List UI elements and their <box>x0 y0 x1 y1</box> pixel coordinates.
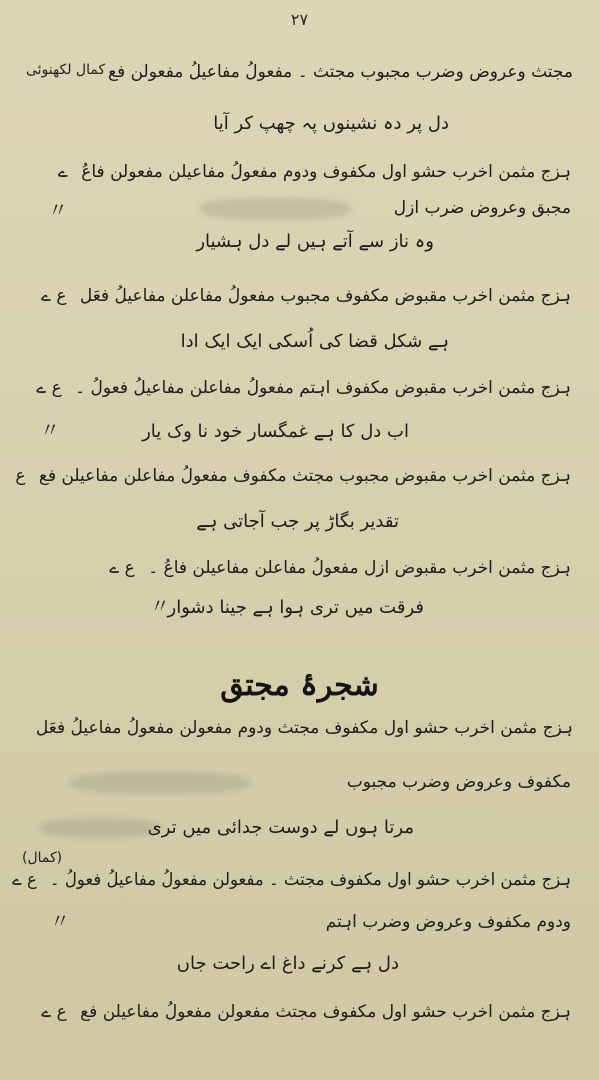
margin-note: (کمال) <box>22 850 63 866</box>
line-text: ہزج مثمن اخرب مقبوض مکفوف مجبوب مفعولُ مفاعلن مفاعیلُ فعَل <box>79 286 571 306</box>
text-line <box>108 60 573 84</box>
line-text: دل پر دہ نشینوں پہ چھپ کر آیا <box>213 113 449 134</box>
line-text: ہزج مثمن اخرب حشو اول مکفوف مجتث ۔ مفعولن مفعولُ مفاعیلُ فعولُ ۔ <box>49 870 572 890</box>
line-text: اب دل کا ہے غمگسار خود نا وک یار <box>142 421 409 442</box>
line-text: دل ہے کرنے داغ اے راحت جاں <box>176 953 399 974</box>
line-text: ہے شکل قضا کی اُسکی ایک ایک ادا <box>180 331 449 352</box>
verse-line <box>213 112 449 136</box>
verse-line <box>196 230 434 254</box>
line-text: تقدیر بگاڑ پر جب آجاتی ہے <box>196 511 399 532</box>
verse-line <box>142 420 409 444</box>
line-text: ہزج مثمن اخرب حشو اول مکفوف مجتث ودوم مفعولن مفعولُ مفاعیلُ فعَل <box>35 718 573 738</box>
line-text: وہ ناز سے آتے ہیں لے دل ہشیار <box>196 231 434 252</box>
verse-line <box>168 596 424 620</box>
line-text: مرتا ہوں لے دوست جدائی میں تری <box>147 817 414 838</box>
end-mark: ے <box>57 162 68 182</box>
text-line <box>36 376 571 400</box>
text-line <box>36 716 573 740</box>
text-line <box>41 284 571 308</box>
verse-line <box>196 510 399 534</box>
line-text: ہزج مثمن اخرب حشو اول مکفوف مجتث مفعولن مفعولُ مفاعیلن فع <box>80 1002 571 1022</box>
line-text: ہزج مثمن اخرب مقبوض مجبوب مجتث مکفوف مفعولُ مفاعلن مفاعیلن فع <box>38 466 571 486</box>
line-text: ہزج مثمن اخرب مقبوض ازل مفعولُ مفاعلن مفاعیلن فاعُ ۔ <box>148 558 571 578</box>
line-text: ودوم مکفوف وعروض وضرب اہتم <box>325 912 571 932</box>
text-line <box>394 196 571 220</box>
ink-smudge <box>70 772 250 794</box>
text-line <box>15 464 571 488</box>
line-text: فرقت میں تری ہوا ہے جینا دشوار <box>167 597 424 618</box>
ditto-mark: 〃 <box>48 198 68 222</box>
end-mark: ع ے <box>109 558 135 578</box>
line-text: مکفوف وعروض وضرب مجبوب <box>346 772 571 792</box>
end-mark: ع ے <box>41 1002 67 1022</box>
line-text: مجبق وعروض ضرب ازل <box>393 198 571 218</box>
verse-line <box>177 952 399 976</box>
line-text: ہزج مثمن اخرب حشو اول مکفوف ودوم مفعولُ مفاعیلن مفعولن فاعُ <box>81 162 571 182</box>
text-line <box>347 770 571 794</box>
end-mark: ع <box>15 466 26 486</box>
page-number: ۲۷ <box>290 10 309 29</box>
line-text: مجتث وعروض وضرب مجبوب مجتث ۔ مفعولُ مفاعیلُ مفعولن فع <box>108 62 573 82</box>
text-line <box>12 868 571 892</box>
ditto-mark: 〃 <box>50 909 70 933</box>
poet-name: کمال لکھنوئی <box>26 62 106 78</box>
text-line <box>41 1000 571 1024</box>
ditto-mark: 〃 <box>40 418 60 442</box>
end-mark: ع ے <box>11 870 37 890</box>
end-mark: ع ے <box>36 378 62 398</box>
section-heading: شجرۂ مجتق <box>220 668 379 703</box>
end-mark: ع ے <box>40 286 67 306</box>
verse-line <box>181 330 449 354</box>
line-text: ہزج مثمن اخرب مقبوض مکفوف اہتم مفعولُ مفاعلن مفاعیلُ فعولُ ۔ <box>75 378 571 398</box>
text-line <box>58 160 571 184</box>
ink-smudge <box>200 198 350 220</box>
ditto-mark: 〃 <box>150 594 170 618</box>
text-line <box>326 910 571 934</box>
verse-line <box>148 816 414 840</box>
ink-smudge <box>40 818 160 838</box>
text-line <box>109 556 571 580</box>
